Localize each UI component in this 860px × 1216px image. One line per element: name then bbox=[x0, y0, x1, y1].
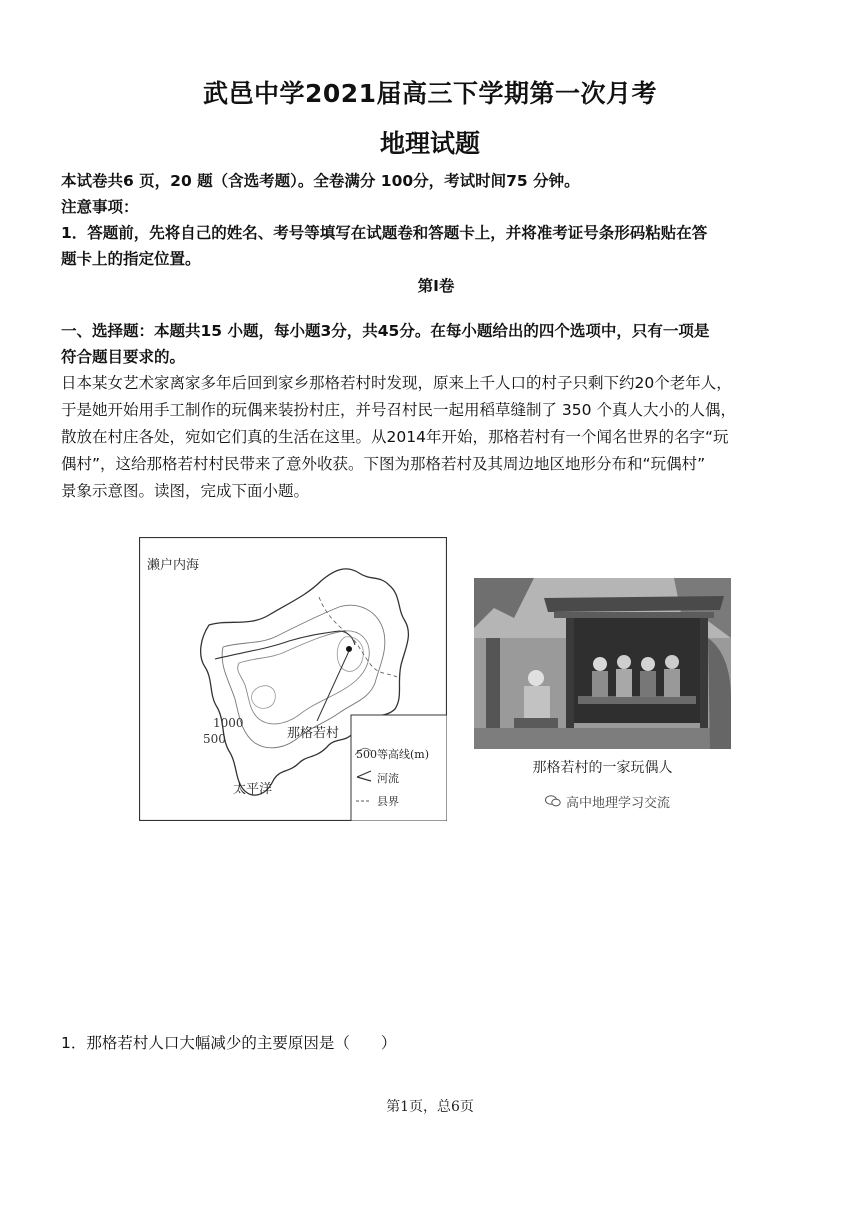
topographic-map bbox=[139, 537, 447, 821]
question-1: 1．那格若村人口大幅减少的主要原因是（ ） bbox=[61, 1034, 397, 1052]
contour-label-500: 500 bbox=[203, 732, 226, 746]
legend-contour-label: 500等高线(m) bbox=[356, 748, 430, 761]
notice-title: 注意事项： bbox=[61, 198, 139, 216]
notice-item-1: 1．答题前，先将自己的姓名、考号等填写在试题卷和答题卡上，并将准考证号条形码粘贴在答 bbox=[61, 224, 708, 242]
village-label: 那格若村 bbox=[287, 726, 340, 741]
ocean-label: 太平洋 bbox=[233, 782, 273, 797]
sea-label: 濑户内海 bbox=[147, 558, 200, 573]
passage-line-1: 日本某女艺术家离家多年后回到家乡那格若村时发现，原来上千人口的村子只剩下约20个老年人， bbox=[61, 374, 732, 392]
exam-subtitle: 地理试题 bbox=[379, 129, 480, 158]
passage-line-2: 于是她开始用手工制作的玩偶来装扮村庄，并号召村民一起用稻草缝制了 350 个真人大小的人偶， bbox=[61, 401, 736, 419]
chat-bubble-icon bbox=[545, 795, 561, 807]
doll-shelter-photo bbox=[474, 578, 731, 749]
exam-info: 本试卷共6 页，20 题（含选考题）。全卷满分 100分，考试时间75 分钟。 bbox=[61, 172, 580, 190]
legend-box bbox=[351, 715, 447, 821]
volume-label: 第Ⅰ卷 bbox=[417, 277, 455, 295]
notice-item-1-cont: 题卡上的指定位置。 bbox=[61, 250, 201, 268]
shelter-roof bbox=[544, 596, 724, 612]
contour-label-1000: 1000 bbox=[213, 716, 244, 730]
photo-caption: 那格若村的一家玩偶人 bbox=[532, 760, 673, 776]
passage-line-4: 偶村”，这给那格若村村民带来了意外收获。下图为那格若村及其周边地区地形分布和“玩偶村” bbox=[61, 455, 706, 473]
legend-river-label: 河流 bbox=[377, 772, 399, 785]
passage-line-5: 景象示意图。读图，完成下面小题。 bbox=[61, 482, 310, 500]
exam-title: 武邑中学2021届高三下学期第一次月考 bbox=[202, 79, 658, 108]
section-heading: 一、选择题：本题共15 小题，每小题3分，共45分。在每小题给出的四个选项中，只有一项是 bbox=[61, 322, 710, 340]
passage-line-3: 散放在村庄各处，宛如它们真的生活在这里。从2014年开始，那格若村有一个闻名世界的名字“玩 bbox=[61, 428, 729, 446]
page-footer: 第1页，总6页 bbox=[386, 1099, 474, 1115]
section-heading-cont: 符合题目要求的。 bbox=[61, 348, 186, 366]
legend-border-label: 县界 bbox=[377, 795, 399, 808]
watermark: 高中地理学习交流 bbox=[566, 796, 671, 811]
